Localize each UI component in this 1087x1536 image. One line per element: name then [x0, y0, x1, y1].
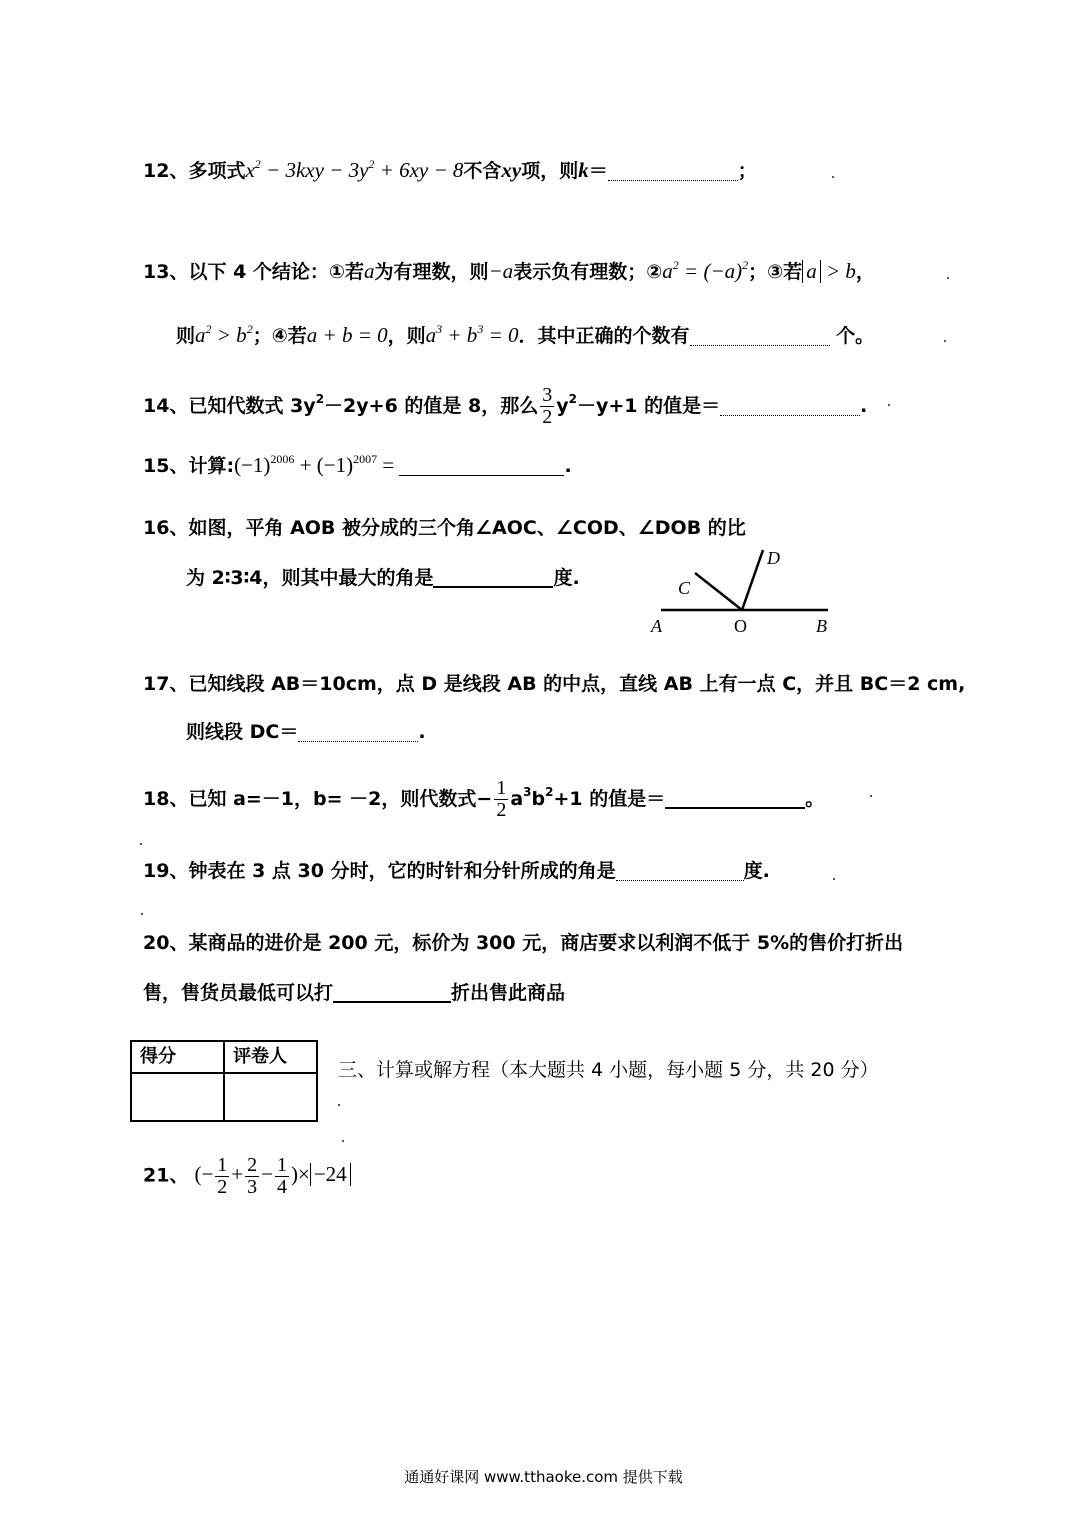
- answer-blank-16[interactable]: [433, 568, 553, 588]
- scan-dot: [833, 878, 835, 880]
- question-17-line2: 则线段 DC＝ .: [186, 721, 426, 743]
- scan-dot: [888, 404, 890, 406]
- scan-dot: [947, 277, 949, 279]
- score-table: [130, 1040, 318, 1122]
- answer-blank-20[interactable]: [333, 983, 451, 1003]
- answer-blank-14[interactable]: [720, 397, 860, 416]
- footer-source: 通通好课网 www.tthaoke.com 提供下载: [404, 1468, 683, 1486]
- question-12: 12、多项式$x^2 - 3kxy - 3y^2 + 6xy - 8$不含xy项，则k＝ ；: [143, 157, 757, 182]
- question-16-line1: 16、如图，平角 AOB 被分成的三个角∠AOC、∠COD、∠DOB 的比: [143, 517, 746, 539]
- section-3-title: 三、计算或解方程（本大题共 4 小题，每小题 5 分，共 20 分）: [338, 1059, 879, 1081]
- score-header: 得分: [131, 1041, 224, 1073]
- score-cell[interactable]: [131, 1073, 224, 1121]
- answer-blank-19[interactable]: [616, 862, 744, 881]
- grader-header: 评卷人: [224, 1041, 317, 1073]
- answer-blank-17[interactable]: [298, 723, 418, 742]
- scan-dot: [141, 913, 143, 915]
- scan-dot: [832, 176, 834, 178]
- ray-od: [742, 550, 763, 610]
- fraction-3-2: $\frac{3}{2}$: [542, 384, 553, 428]
- scan-dot: [944, 340, 946, 342]
- scan-dot: [338, 1104, 340, 1106]
- answer-blank-18[interactable]: [665, 789, 805, 809]
- question-19: 19、钟表在 3 点 30 分时，它的时针和分针所成的角是 度.: [143, 860, 770, 882]
- question-18: 18、已知 a=－1，b= －2，则代数式− $\frac{1}{2}$ $a^3b^2+1$ 的值是＝ 。: [143, 777, 825, 821]
- label-a: A: [651, 616, 662, 636]
- answer-blank-15[interactable]: [399, 457, 564, 476]
- question-21: 21、 (− $\frac{1}{2}$ + $\frac{2}{3}$ − $\frac{1}{4}$ )× −24: [143, 1155, 351, 1198]
- scan-dot: [870, 795, 872, 797]
- label-o: O: [734, 616, 747, 636]
- absolute-value-24: −24: [310, 1163, 351, 1186]
- q12-expression: $x^2 - 3kxy - 3y^2 + 6xy - 8$: [245, 157, 464, 182]
- scan-dot: [342, 1140, 344, 1142]
- scan-dot: [140, 843, 142, 845]
- question-14: 14、已知代数式 $3y^2-2y+6$ 的值是 8，那么 $\frac{3}{2}$ $y^2-y+1$ 的值是＝ .: [143, 384, 868, 428]
- label-c: C: [678, 578, 691, 598]
- question-20-line1: 20、某商品的进价是 200 元，标价为 300 元，商店要求以利润不低于 5%的售价打折出: [143, 932, 904, 954]
- angle-diagram: [645, 540, 845, 640]
- fraction-1-2: $\frac{1}{2}$: [496, 777, 507, 821]
- answer-blank-13[interactable]: [690, 327, 830, 346]
- question-16-line2: 为 2∶3∶4，则其中最大的角是 度.: [186, 567, 580, 589]
- label-b: B: [816, 616, 827, 636]
- answer-blank-12[interactable]: [608, 162, 738, 181]
- question-17-line1: 17、已知线段 AB＝10cm，点 D 是线段 AB 的中点，直线 AB 上有一点 C，并且 BC＝2 cm,: [143, 673, 966, 695]
- grader-cell[interactable]: [224, 1073, 317, 1121]
- ray-oc: [695, 573, 742, 610]
- question-15: 15、计算$:(-1)^{2006} + (-1)^{2007}$ = .: [143, 452, 572, 477]
- question-20-line2: 售，售货员最低可以打 折出售此商品: [143, 982, 566, 1004]
- question-13-line2: 则$a^2 > b^2$；④若a + b = 0，则$a^3 + b^3 = 0$．其中正确的个数有 个。: [176, 322, 875, 347]
- question-13-line1: 13、以下 4 个结论：①若a为有理数，则−a表示负有理数；$②a^2 = (-a)^2$；③若 a > b，: [143, 258, 875, 283]
- label-d: D: [767, 548, 780, 568]
